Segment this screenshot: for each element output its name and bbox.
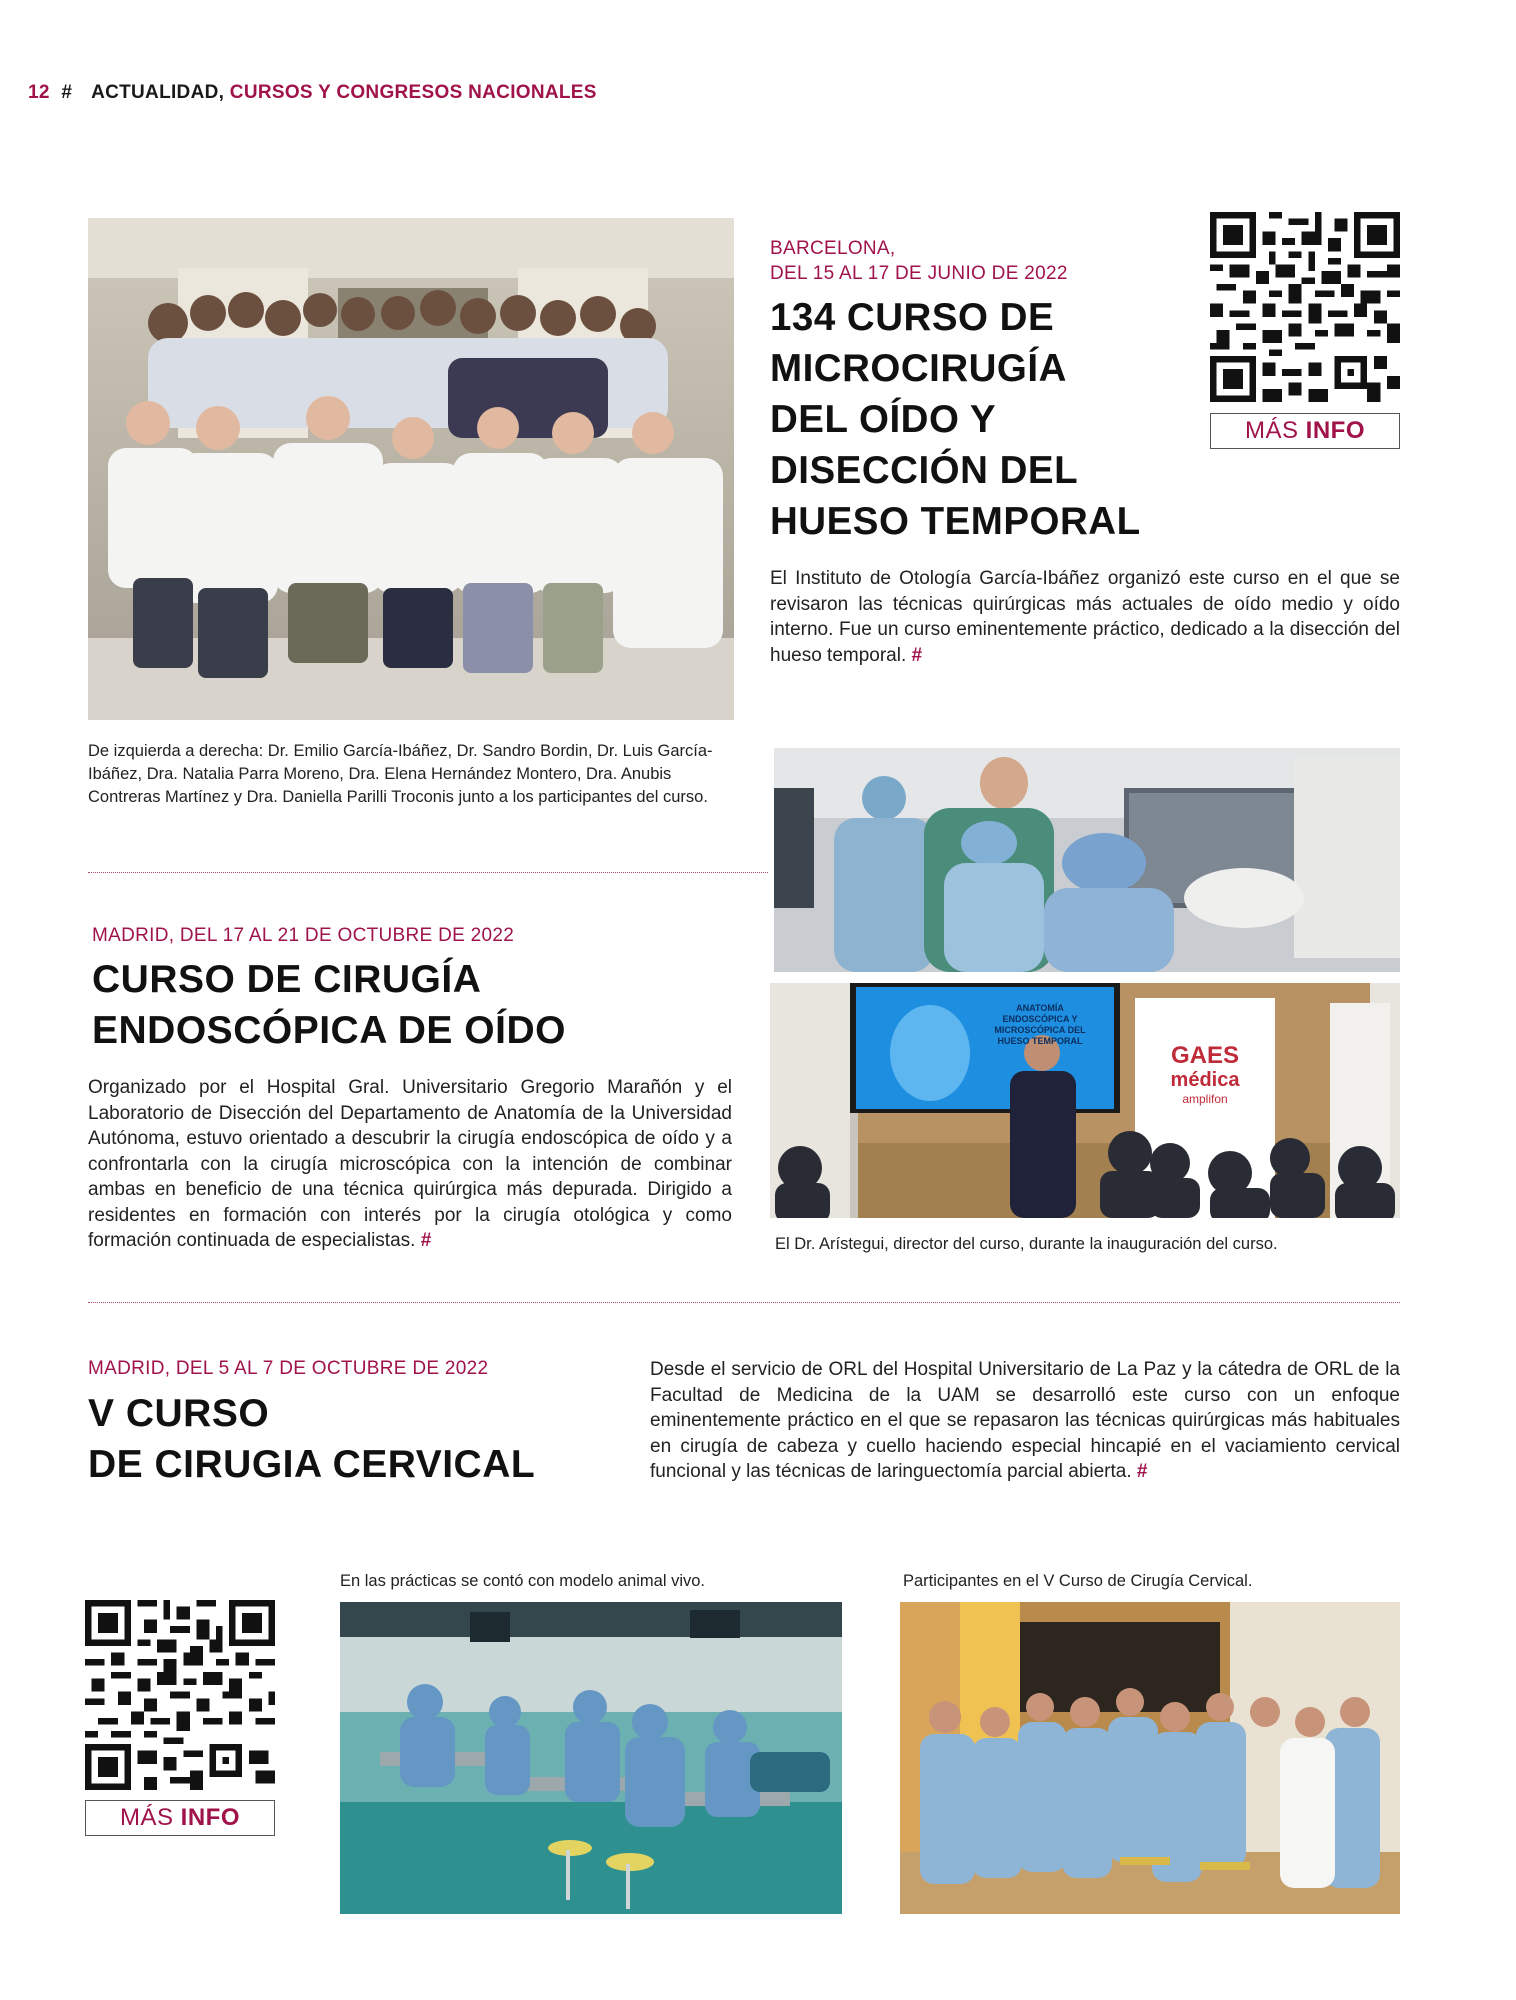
- article2-body-text: Organizado por el Hospital Gral. Universitario Gregorio Marañón y el Laboratorio de Disección del Departamento de Anatomía de la Universidad Autónoma, estuvo orientado a descubrir la cirugía endoscópica de oído y a confrontarla con la cirugía microscópica con la intención de combinar ambas en beneficio de una técnica quirúrgica más depurada. Dirigido a residentes en formación con interés por la cirugía otológica y como formación continuada de especialistas.: [88, 1077, 732, 1251]
- article2-kicker: MADRID, DEL 17 AL 21 DE OCTUBRE DE 2022: [92, 925, 515, 946]
- article1-kicker: [770, 236, 1068, 286]
- article1-title-line: DISECCIÓN DEL: [770, 449, 1079, 492]
- screen-text-line: HUESO TEMPORAL: [997, 1036, 1083, 1046]
- article3-body-text: Desde el servicio de ORL del Hospital Universitario de La Paz y la cátedra de ORL de la Facultad de Medicina de la UAM se desarrolló este curso con un enfoque eminentemente práctico en el que se repasaron las técnicas quirúrgicas más habituales en cirugía de cabeza y cuello haciendo especial hincapié en el vaciamiento cervical funcional y las técnicas de laringuectomía parcial abierta.: [650, 1359, 1400, 1482]
- qr-code-article3[interactable]: [85, 1600, 275, 1790]
- screen-text-line: MICROSCÓPICA DEL: [994, 1025, 1086, 1035]
- participants-photo: [900, 1602, 1400, 1914]
- divider-1: [88, 872, 768, 873]
- page-header: [28, 82, 597, 104]
- header-separator: #: [61, 82, 73, 103]
- gaes-brand-2: médica: [1170, 1069, 1240, 1091]
- article1-title-line: DEL OÍDO Y: [770, 398, 997, 441]
- more-info-bold: INFO: [1305, 417, 1365, 444]
- article3-body: [650, 1357, 1400, 1485]
- gaes-banner-text: [1135, 1043, 1275, 1107]
- article2-title: [92, 954, 566, 1056]
- article1-kicker-place: BARCELONA,: [770, 238, 896, 259]
- gaes-brand: GAES: [1170, 1042, 1239, 1069]
- more-info-button[interactable]: [85, 1800, 275, 1836]
- article2-end-mark: #: [420, 1230, 432, 1251]
- article1-body: [770, 566, 1400, 668]
- more-info-button[interactable]: [1210, 413, 1400, 449]
- divider-2: [88, 1302, 1400, 1303]
- article2-body: [88, 1075, 732, 1254]
- article3-end-mark: #: [1136, 1461, 1148, 1482]
- article1-kicker-dates: DEL 15 AL 17 DE JUNIO DE 2022: [770, 263, 1068, 284]
- section-sub: CURSOS Y CONGRESOS NACIONALES: [229, 82, 597, 103]
- lecture-photo: [770, 983, 1400, 1218]
- surgery-lab-photo: [774, 748, 1400, 972]
- qr-code-article1[interactable]: [1210, 212, 1400, 402]
- screen-text-line: ANATOMÍA: [1016, 1003, 1064, 1013]
- article2-caption: El Dr. Arístegui, director del curso, durante la inauguración del curso.: [775, 1235, 1278, 1253]
- article3-title-line: V CURSO: [88, 1392, 270, 1435]
- article2-title-line: CURSO DE CIRUGÍA: [92, 958, 482, 1001]
- article1-title-line: 134 CURSO DE: [770, 296, 1055, 339]
- article1-title: [770, 292, 1141, 547]
- article3-caption-right: Participantes en el V Curso de Cirugía Cervical.: [903, 1572, 1253, 1590]
- article1-body-text: El Instituto de Otología García-Ibáñez organizó este curso en el que se revisaron las técnicas quirúrgicas más actuales de oído medio y oído interno. Fue un curso eminentemente práctico, dedicado a la disección del hueso temporal.: [770, 568, 1400, 666]
- article1-title-line: MICROCIRUGÍA: [770, 347, 1067, 390]
- article1-caption: De izquierda a derecha: Dr. Emilio García-Ibáñez, Dr. Sandro Bordin, Dr. Luis García-Ibáñez, Dra. Natalia Parra Moreno, Dra. Elena Hernández Montero, Dra. Anubis Contreras Martínez y Dra. Daniella Parilli Troconis junto a los participantes del curso.: [88, 742, 713, 806]
- more-info-bold: INFO: [180, 1804, 240, 1831]
- article1-title-line: HUESO TEMPORAL: [770, 500, 1141, 543]
- article3-caption-left: En las prácticas se contó con modelo animal vivo.: [340, 1572, 706, 1590]
- article3-title: [88, 1388, 535, 1490]
- page-number: 12: [28, 82, 50, 103]
- more-info-light: MÁS: [1244, 417, 1299, 444]
- article3-kicker: MADRID, DEL 5 AL 7 DE OCTUBRE DE 2022: [88, 1358, 489, 1379]
- lecture-screen-text: [975, 1003, 1105, 1047]
- article2-title-line: ENDOSCÓPICA DE OÍDO: [92, 1009, 566, 1052]
- section-main: ACTUALIDAD,: [91, 82, 225, 103]
- screen-text-line: ENDOSCÓPICA Y: [1002, 1014, 1078, 1024]
- practice-lab-photo: [340, 1602, 842, 1914]
- group-photo-barcelona: [88, 218, 734, 720]
- article3-title-line: DE CIRUGIA CERVICAL: [88, 1443, 536, 1486]
- more-info-light: MÁS: [119, 1804, 174, 1831]
- gaes-sub: amplifon: [1182, 1092, 1228, 1106]
- article1-end-mark: #: [911, 644, 923, 666]
